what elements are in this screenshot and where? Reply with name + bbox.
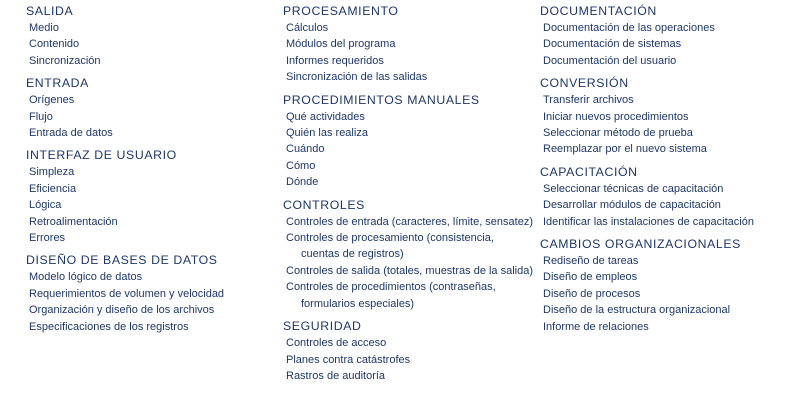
list-item: Controles de procedimientos (contraseñas, — [286, 281, 496, 294]
section-entrada — [26, 75, 276, 141]
list-item: Errores — [29, 232, 66, 245]
section-interfaz-de-usuario — [26, 147, 276, 246]
section-title: PROCEDIMIENTOS MANUALES — [283, 92, 480, 107]
column-left — [26, 3, 276, 341]
list-item: Módulos del programa — [286, 38, 396, 51]
list-item: Transferir archivos — [543, 94, 634, 107]
list-item: Modelo lógico de datos — [29, 271, 143, 284]
list-item: Seleccionar técnicas de capacitación — [543, 182, 724, 195]
column-right — [540, 3, 798, 341]
list-item: Dónde — [286, 176, 319, 189]
list-item-continuation: formularios especiales) — [301, 297, 415, 310]
list-item: Rediseño de tareas — [543, 255, 639, 268]
list-item: Documentación del usuario — [543, 54, 677, 67]
list-item: Reemplazar por el nuevo sistema — [543, 143, 707, 156]
section-title: DOCUMENTACIÓN — [540, 4, 657, 18]
list-item: Entrada de datos — [29, 127, 113, 140]
section-procesamiento — [283, 3, 535, 86]
section-title: SALIDA — [26, 4, 74, 18]
list-item: Controles de acceso — [286, 337, 387, 350]
list-item: Informes requeridos — [286, 54, 384, 67]
section-procedimientos-manuales — [283, 92, 535, 191]
list-item: Controles de procesamiento (consistencia, — [286, 232, 494, 245]
section-salida — [26, 3, 276, 69]
list-item: Quién las realiza — [286, 127, 368, 140]
list-item: Seleccionar método de prueba — [543, 127, 693, 140]
section-title: CONVERSIÓN — [540, 76, 629, 91]
list-item: Requerimientos de volumen y velocidad — [29, 287, 225, 300]
list-item: Cálculos — [286, 22, 329, 34]
section-title: PROCESAMIENTO — [283, 4, 399, 18]
list-item: Controles de entrada (caracteres, límite, sensatez) — [286, 215, 534, 228]
list-item: Eficiencia — [29, 182, 77, 195]
section-conversion — [540, 75, 798, 158]
section-seguridad — [283, 318, 535, 384]
list-item: Retroalimentación — [29, 215, 118, 228]
list-item: Organización y diseño de los archivos — [29, 304, 215, 317]
list-item: Flujo — [29, 110, 53, 123]
section-title: CONTROLES — [283, 197, 365, 212]
list-item: Simpleza — [29, 166, 75, 179]
list-item: Identificar las instalaciones de capacitación — [543, 215, 754, 228]
list-item: Orígenes — [29, 94, 75, 107]
section-title: CAPACITACIÓN — [540, 164, 638, 179]
list-item: Qué actividades — [286, 110, 365, 123]
list-item: Lógica — [29, 199, 62, 212]
list-item: Sincronización de las salidas — [286, 71, 428, 84]
list-item: Planes contra catástrofes — [286, 353, 411, 366]
section-controles — [283, 197, 535, 312]
list-item: Diseño de procesos — [543, 287, 641, 300]
list-item: Contenido — [29, 38, 80, 51]
section-capacitacion — [540, 164, 798, 230]
list-item: Informe de relaciones — [543, 320, 649, 333]
list-item: Iniciar nuevos procedimientos — [543, 110, 689, 123]
list-item: Medio — [29, 22, 59, 34]
list-item: Sincronización — [29, 54, 101, 67]
section-title: INTERFAZ DE USUARIO — [26, 148, 177, 163]
list-item: Diseño de la estructura organizacional — [543, 304, 731, 317]
list-item: Desarrollar módulos de capacitación — [543, 199, 721, 212]
section-title: SEGURIDAD — [283, 319, 362, 334]
section-documentacion — [540, 3, 798, 69]
list-item: Cuándo — [286, 143, 325, 156]
section-diseno-de-bases-de-datos — [26, 252, 276, 335]
column-middle — [283, 3, 535, 390]
section-title: DISEÑO DE BASES DE DATOS — [26, 253, 218, 268]
section-cambios-organizacionales — [540, 236, 798, 335]
list-item: Diseño de empleos — [543, 271, 638, 284]
list-item: Documentación de sistemas — [543, 38, 682, 51]
section-title: CAMBIOS ORGANIZACIONALES — [540, 237, 741, 252]
list-item: Especificaciones de los registros — [29, 320, 189, 333]
list-item-continuation: cuentas de registros) — [301, 248, 404, 261]
list-item: Documentación de las operaciones — [543, 22, 715, 34]
list-item: Cómo — [286, 159, 316, 172]
section-title: ENTRADA — [26, 76, 89, 91]
list-item: Rastros de auditoría — [286, 369, 386, 382]
list-item: Controles de salida (totales, muestras de la salida) — [286, 264, 534, 277]
